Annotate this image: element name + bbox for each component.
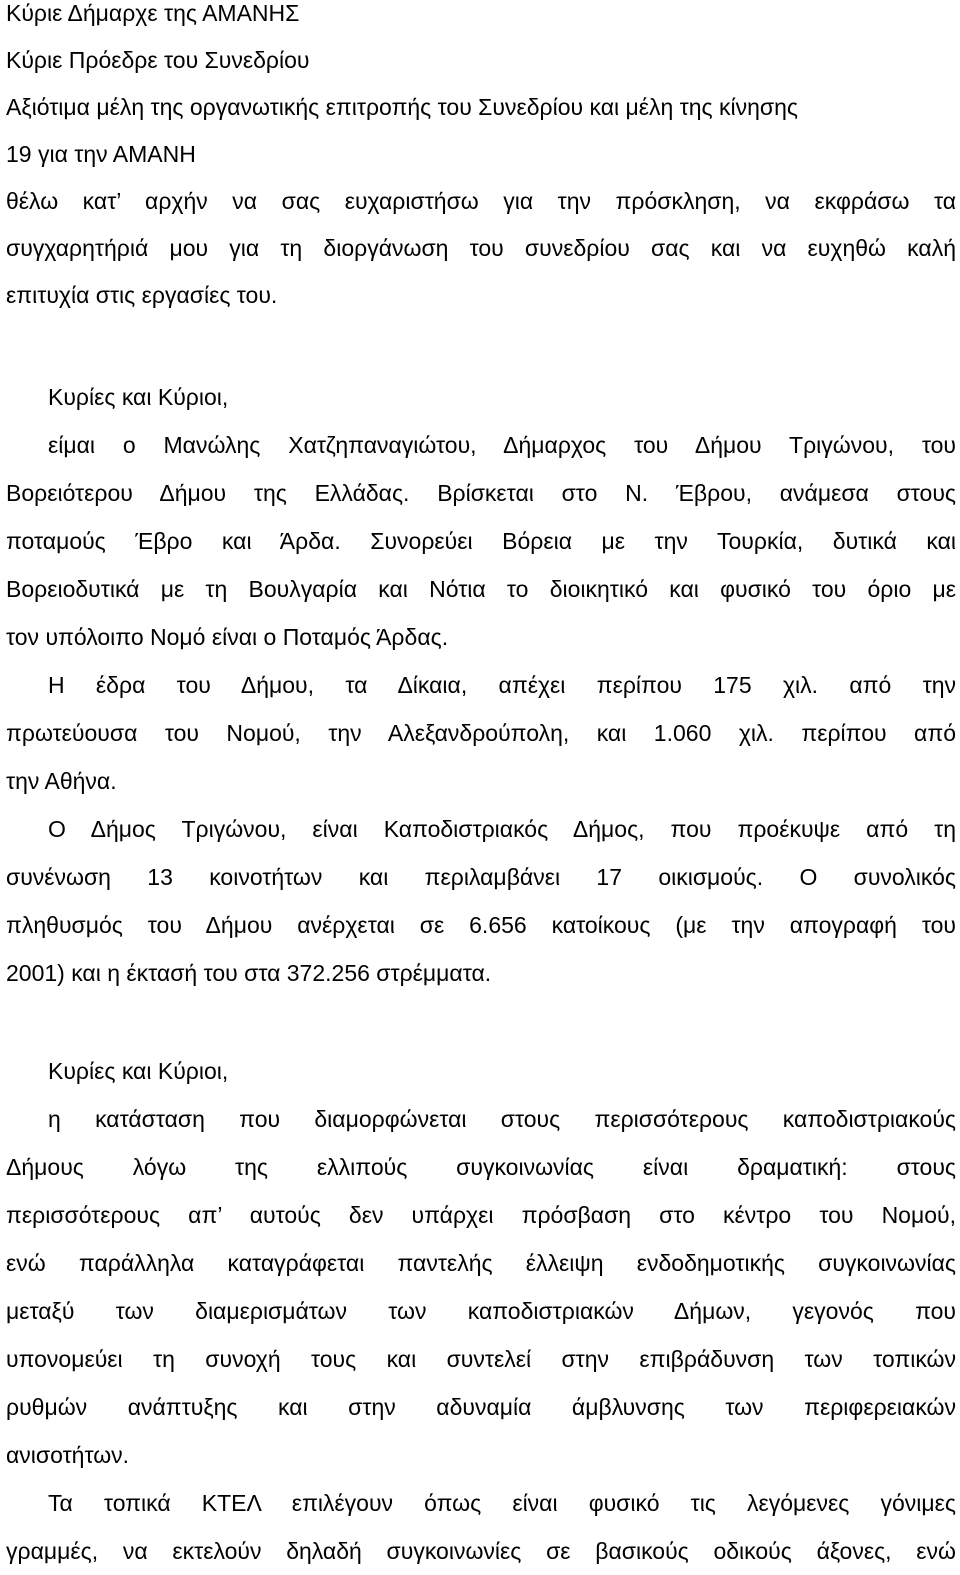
paragraph-line: είμαι ο Μανώλης Χατζηπαναγιώτου, Δήμαρχος του Δήμου Τριγώνου, του — [48, 432, 956, 458]
section-1 — [6, 373, 956, 997]
paragraph-line: πρωτεύουσα του Νομού, την Αλεξανδρούπολη, και 1.060 χιλ. περίπου από — [6, 720, 956, 746]
greeting: Κυρίες και Κύριοι, — [48, 384, 229, 410]
paragraph-line: Ο Δήμος Τριγώνου, είναι Καποδιστριακός Δήμος, που προέκυψε από τη — [48, 816, 956, 842]
paragraph-line: Βορειοδυτικά με τη Βουλγαρία και Νότια το διοικητικό και φυσικό του όριο με — [6, 576, 956, 602]
paragraph-line: 2001) και η έκτασή του στα 372.256 στρέμματα. — [6, 960, 492, 986]
salutation-line: Κύριε Δήμαρχε της ΑΜΑΝΗΣ — [6, 0, 300, 26]
salutation-line: Αξιότιμα μέλη της οργανωτικής επιτροπής του Συνεδρίου και μέλη της κίνησης — [6, 94, 799, 120]
section-2 — [6, 1047, 956, 1575]
salutation-line: Κύριε Πρόεδρε του Συνεδρίου — [6, 47, 310, 73]
intro-line: θέλω κατ’ αρχήν να σας ευχαριστήσω για την πρόσκληση, να εκφράσω τα — [6, 188, 956, 214]
paragraph-line: η κατάσταση που διαμορφώνεται στους περισσότερους καποδιστριακούς — [48, 1106, 956, 1132]
paragraph-line: Δήμους λόγω της ελλιπούς συγκοινωνίας είναι δραματική: στους — [6, 1154, 956, 1180]
paragraph-line: πληθυσμός του Δήμου ανέρχεται σε 6.656 κατοίκους (με την απογραφή του — [6, 912, 956, 938]
greeting: Κυρίες και Κύριοι, — [48, 1058, 229, 1084]
paragraph-line: Τα τοπικά ΚΤΕΛ επιλέγουν όπως είναι φυσικό τις λεγόμενες γόνιμες — [48, 1490, 956, 1516]
paragraph-line: ποταμούς Έβρο και Άρδα. Συνορεύει Βόρεια με την Τουρκία, δυτικά και — [6, 528, 956, 554]
paragraph-gap — [6, 997, 956, 1047]
paragraph-line: υπονομεύει τη συνοχή τους και συντελεί στην επιβράδυνση των τοπικών — [6, 1346, 956, 1372]
salutation-block — [6, 0, 956, 319]
paragraph-line: ρυθμών ανάπτυξης και στην αδυναμία άμβλυνσης των περιφερειακών — [6, 1394, 956, 1420]
paragraph-line: περισσότερους απ’ αυτούς δεν υπάρχει πρόσβαση στο κέντρο του Νομού, — [6, 1202, 956, 1228]
intro-line: επιτυχία στις εργασίες του. — [6, 282, 278, 308]
salutation-line: 19 για την ΑΜΑΝΗ — [6, 141, 196, 167]
paragraph-line: ενώ παράλληλα καταγράφεται παντελής έλλειψη ενδοδημοτικής συγκοινωνίας — [6, 1250, 956, 1276]
paragraph-line: μεταξύ των διαμερισμάτων των καποδιστριακών Δήμων, γεγονός που — [6, 1298, 956, 1324]
paragraph-gap — [6, 319, 956, 373]
paragraph-line: ανισοτήτων. — [6, 1442, 130, 1468]
paragraph-line: Βορειότερου Δήμου της Ελλάδας. Βρίσκεται στο Ν. Έβρου, ανάμεσα στους — [6, 480, 956, 506]
intro-line: συγχαρητήριά μου για τη διοργάνωση του συνεδρίου σας και να ευχηθώ καλή — [6, 235, 956, 261]
paragraph-line: τον υπόλοιπο Νομό είναι ο Ποταμός Άρδας. — [6, 624, 449, 650]
paragraph-line: Η έδρα του Δήμου, τα Δίκαια, απέχει περίπου 175 χιλ. από την — [48, 672, 956, 698]
paragraph-line: την Αθήνα. — [6, 768, 117, 794]
paragraph-line: γραμμές, να εκτελούν δηλαδή συγκοινωνίες σε βασικούς οδικούς άξονες, ενώ — [6, 1538, 956, 1564]
paragraph-line: συνένωση 13 κοινοτήτων και περιλαμβάνει 17 οικισμούς. Ο συνολικός — [6, 864, 956, 890]
